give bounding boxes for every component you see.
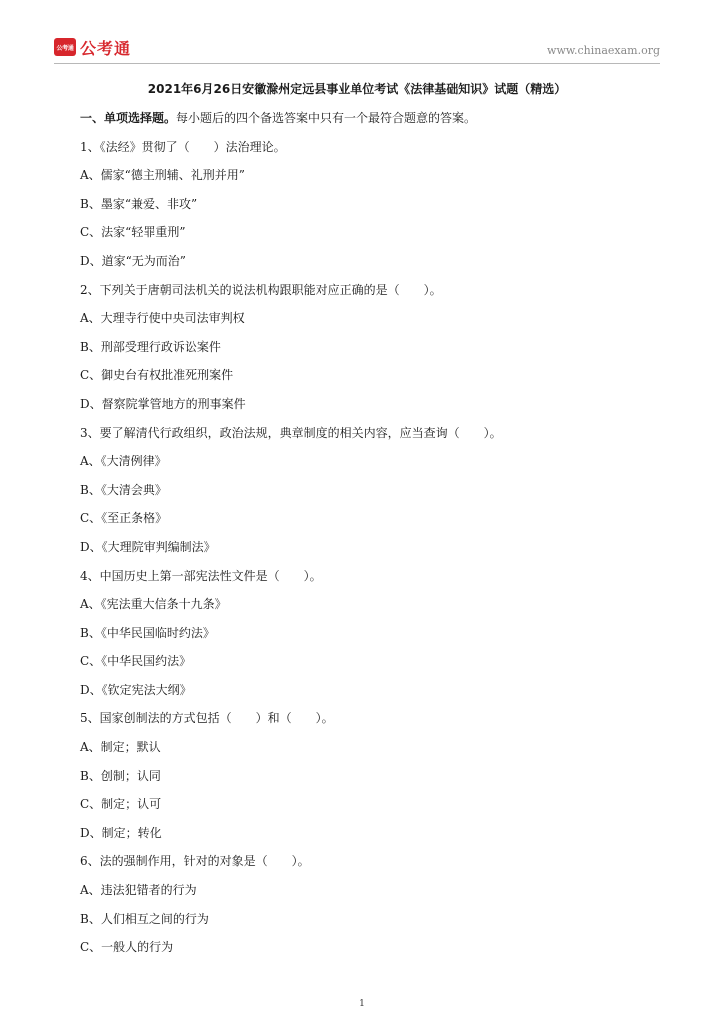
- section-heading: 一、单项选择题。: [80, 111, 177, 125]
- section-intro: [80, 109, 680, 138]
- question-stem: 4、中国历史上第一部宪法性文件是（ ）。: [80, 568, 322, 583]
- answer-option: C、一般人的行为: [80, 940, 174, 955]
- answer-option: A、儒家“德主刑辅、礼刑并用”: [80, 168, 245, 183]
- answer-option: D、制定；转化: [80, 825, 162, 840]
- brand-logo-icon: 公考通: [54, 38, 76, 56]
- answer-option: C、《至正条格》: [80, 511, 168, 526]
- site-url[interactable]: www.chinaexam.org: [547, 44, 660, 57]
- document-title: 2021年6月26日安徽滁州定远县事业单位考试《法律基础知识》试题（精选）: [147, 82, 567, 96]
- question-stem: 6、法的强制作用，针对的对象是（ ）。: [80, 854, 310, 869]
- brand-logo[interactable]: [54, 36, 131, 58]
- question-list: [80, 109, 680, 967]
- answer-option: B、墨家“兼爱、非攻”: [80, 196, 198, 211]
- answer-option: A、制定；默认: [80, 740, 161, 755]
- answer-option: D、《大理院审判编制法》: [80, 539, 216, 554]
- answer-option: D、《钦定宪法大纲》: [80, 682, 192, 697]
- question-stem: 2、下列关于唐朝司法机关的说法机构跟职能对应正确的是（ ）。: [80, 282, 442, 297]
- answer-option: A、大理寺行使中央司法审判权: [80, 311, 245, 326]
- answer-option: A、《宪法重大信条十九条》: [80, 597, 227, 612]
- answer-option: C、御史台有权批准死刑案件: [80, 368, 234, 383]
- answer-option: B、人们相互之间的行为: [80, 911, 209, 926]
- answer-option: D、道家“无为而治”: [80, 253, 186, 268]
- answer-option: C、制定；认可: [80, 797, 162, 812]
- question-stem: 5、国家创制法的方式包括（ ）和（ ）。: [80, 711, 334, 726]
- page-number: 1: [359, 999, 365, 1009]
- answer-option: B、刑部受理行政诉讼案件: [80, 339, 221, 354]
- answer-option: C、《中华民国约法》: [80, 654, 192, 669]
- brand-logo-text: 公考通: [80, 38, 132, 58]
- header-divider: [54, 63, 660, 64]
- answer-option: B、《中华民国临时约法》: [80, 625, 215, 640]
- answer-option: B、创制；认同: [80, 768, 161, 783]
- section-instruction: 每小题后的四个备选答案中只有一个最符合题意的答案。: [176, 111, 477, 125]
- question-stem: 1、《法经》贯彻了（ ）法治理论。: [80, 139, 286, 154]
- answer-option: D、督察院掌管地方的刑事案件: [80, 396, 246, 411]
- question-stem: 3、要了解清代行政组织，政治法规，典章制度的相关内容，应当查询（ ）。: [80, 425, 502, 440]
- answer-option: B、《大清会典》: [80, 482, 167, 497]
- answer-option: A、《大清例律》: [80, 454, 167, 469]
- answer-option: C、法家“轻罪重刑”: [80, 225, 186, 240]
- answer-option: A、违法犯错者的行为: [80, 883, 197, 898]
- page-header: [54, 30, 660, 62]
